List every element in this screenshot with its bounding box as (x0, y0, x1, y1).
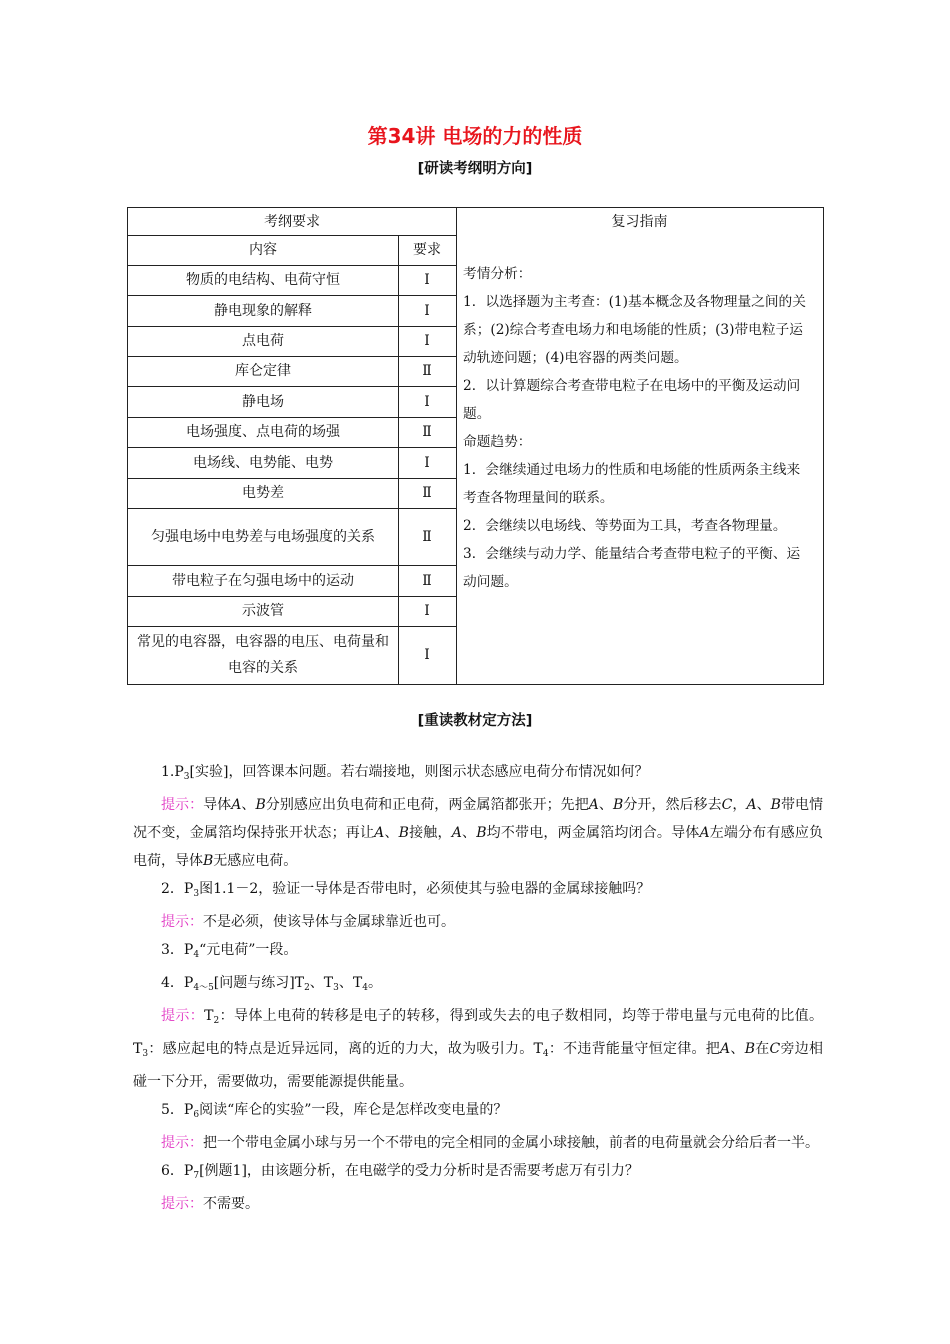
guide-line: 1．会继续通过电场力的性质和电场能的性质两条主线来考查各物理量间的联系。 (463, 462, 801, 506)
guide-line: 1．以选择题为主考查：(1)基本概念及各物理量之间的关系；(2)综合考查电场力和电场能的性质；(3)带电粒子运动轨迹问题；(4)电容器的两类问题。 (463, 294, 806, 366)
table-cell-content: 物质的电结构、电荷守恒 (186, 272, 340, 288)
guide-line: 3．会继续与动力学、能量结合考查带电粒子的平衡、运动问题。 (463, 546, 801, 590)
col-header-requirement: 要求 (413, 242, 441, 258)
section-heading-outline: [研读考纲明方向] (417, 161, 533, 177)
table-cell-content: 电场线、电势能、电势 (193, 454, 333, 471)
table-cell-content: 常见的电容器，电容器的电压、电荷量和电容的关系 (137, 634, 389, 676)
table-cell-level: Ⅰ (424, 603, 430, 619)
answer-6: 提示：不需要。 (161, 1196, 259, 1212)
table-cell-content: 静电场 (242, 393, 284, 410)
guide-line: 2．会继续以电场线、等势面为工具，考查各物理量。 (463, 518, 787, 534)
table-divider (456, 208, 457, 684)
guide-line: 考情分析： (463, 266, 532, 282)
table-cell-content: 带电粒子在匀强电场中的运动 (172, 572, 354, 589)
hint-label: 提示： (161, 1008, 205, 1024)
table-cell-level: Ⅰ (424, 647, 430, 663)
table-cell-content: 静电现象的解释 (214, 302, 312, 319)
hint-label: 提示： (161, 1135, 203, 1151)
answer-2: 提示：不是必须，使该导体与金属球靠近也可。 (161, 914, 455, 930)
table-cell-content: 示波管 (242, 603, 284, 619)
answer-1: 提示：导体A、B分别感应出负电荷和正电荷，两金属箔都张开；先把A、B分开，然后移去C，A、B带电情况不变，金属箔均保持张开状态；再让A、B接触，A、B均不带电，两金属箔均闭合。导体A左端分布有感应负电荷，导体B无感应电荷。 (133, 797, 824, 869)
table-cell-level: Ⅰ (424, 454, 430, 471)
question-2: 2．$P_3$图1.1－2，验证一导体是否带电时，必须使其与验电器的金属球接触吗？ (161, 881, 651, 899)
header-review-guide: 复习指南 (611, 213, 668, 230)
hint-label: 提示： (161, 797, 204, 813)
table-cell-level: Ⅱ (422, 424, 432, 440)
textbook-review-list (133, 758, 823, 1218)
hint-label: 提示： (161, 1196, 203, 1212)
question-1: $1.P_3$[实验]，回答课本问题。若右端接地，则图示状态感应电荷分布情况如何？ (161, 764, 649, 782)
question-5: 5．$P_6$阅读“库仑的实验”一段，库仑是怎样改变电量的？ (161, 1102, 508, 1120)
table-cell-level: Ⅱ (422, 572, 432, 589)
col-header-content: 内容 (249, 242, 277, 258)
review-guide-text (463, 260, 813, 596)
section-heading-textbook: [重读教材定方法] (417, 713, 533, 729)
question-4: 4．$P_{4\sim 5}$[问题与练习]$T_2$、$T_3$、$T_4$。 (161, 975, 382, 993)
table-cell-level: Ⅰ (424, 393, 430, 410)
guide-line: 2．以计算题综合考查带电粒子在电场中的平衡及运动问题。 (463, 378, 801, 422)
table-cell-level: Ⅰ (424, 302, 430, 319)
question-6: 6．$P_7$[例题1]，由该题分析，在电磁学的受力分析时是否需要考虑万有引力？ (161, 1163, 639, 1181)
page-title: 第34讲 电场的力的性质 (367, 124, 583, 148)
header-syllabus: 考纲要求 (264, 213, 320, 230)
table-cell-content: 电场强度、点电荷的场强 (186, 424, 340, 440)
table-cell-level: Ⅱ (422, 363, 432, 379)
table-cell-level: Ⅱ (422, 528, 432, 545)
table-cell-level: Ⅱ (422, 485, 432, 501)
table-cell-content: 点电荷 (242, 333, 284, 349)
table-cell-content: 匀强电场中电势差与电场强度的关系 (151, 528, 375, 545)
table-cell-content: 库仑定律 (235, 363, 291, 379)
answer-5: 提示：把一个带电金属小球与另一个不带电的完全相同的金属小球接触，前者的电荷量就会分给后者一半。 (161, 1135, 819, 1151)
syllabus-table (127, 207, 824, 685)
guide-line: 命题趋势： (463, 434, 532, 450)
hint-label: 提示： (161, 914, 203, 930)
table-cell-level: Ⅰ (424, 272, 430, 288)
table-cell-level: Ⅰ (424, 333, 430, 349)
answer-4: 提示：$T_2$：导体上电荷的转移是电子的转移，得到或失去的电子数相同，均等于带电量与元电荷的比值。$T_3$：感应起电的特点是近异远同，离的近的力大，故为吸引力。$T_4$：不违背能量守恒定律。把A、B在C旁边相碰一下分开，需要做功，需要能源提供能量。 (133, 1008, 824, 1090)
question-3: 3．$P_4“$元电荷”一段。 (161, 942, 298, 960)
table-cell-content: 电势差 (242, 485, 284, 501)
